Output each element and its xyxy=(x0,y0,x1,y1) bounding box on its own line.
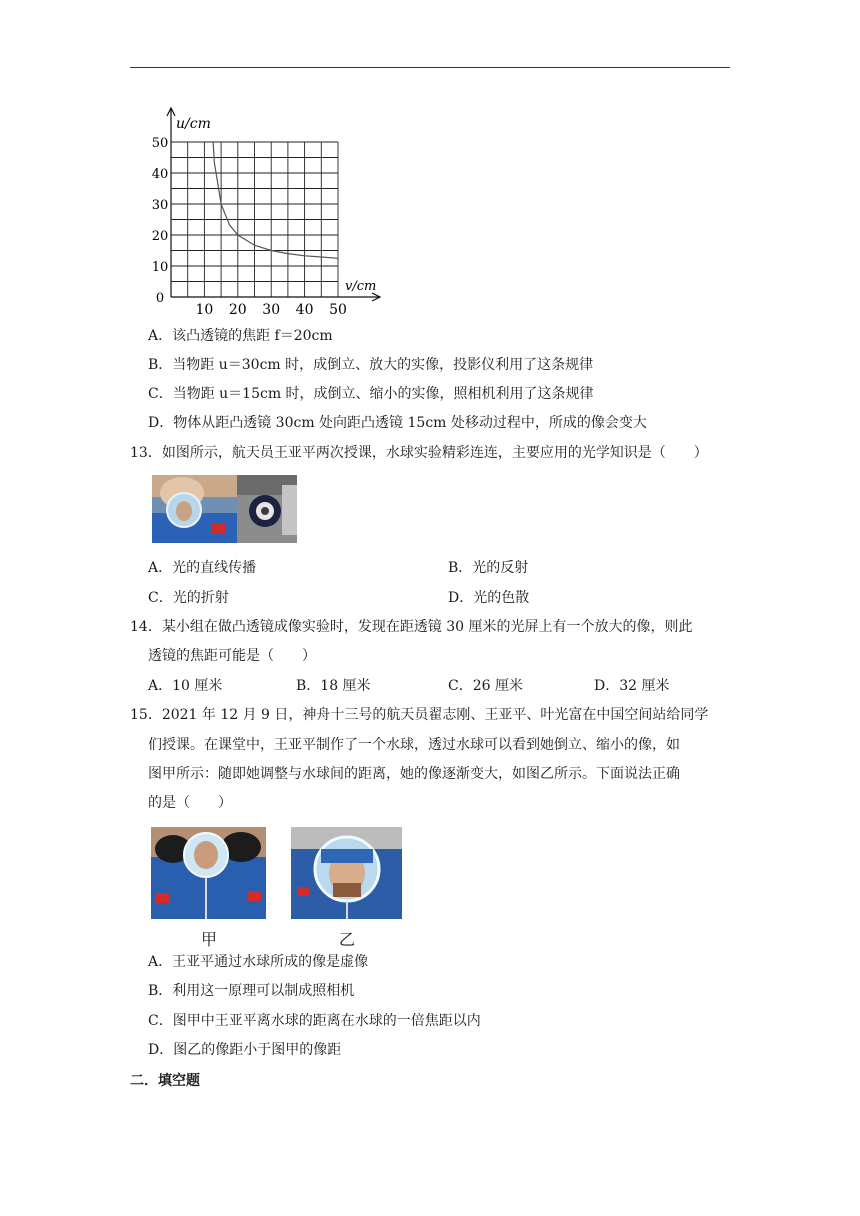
y-tick-label: 30 xyxy=(151,198,169,213)
q14-option-d: D．32 厘米 xyxy=(594,678,670,694)
y-tick-label: 10 xyxy=(151,260,169,275)
y-tick-label: 40 xyxy=(151,167,169,182)
q12-option-d: D．物体从距凸透镜 30cm 处向距凸透镜 15cm 处移动过程中，所成的像会变大 xyxy=(148,415,647,431)
q15-option-b: B．利用这一原理可以制成照相机 xyxy=(148,983,355,999)
uv-curve xyxy=(213,142,338,258)
x-tick-label: 20 xyxy=(228,302,247,318)
header-rule xyxy=(130,67,730,68)
x-axis xyxy=(171,293,380,301)
y-tick-label: 50 xyxy=(151,136,169,151)
y-tick-label: 20 xyxy=(151,229,169,244)
q15-caption-b: 乙 xyxy=(339,930,356,949)
q15-option-d: D．图乙的像距小于图甲的像距 xyxy=(148,1042,342,1058)
x-tick-label: 30 xyxy=(262,302,281,318)
q15-caption-a: 甲 xyxy=(201,930,218,949)
y-axis-label: u/cm xyxy=(176,116,211,132)
q12-option-a: A．该凸透镜的焦距 f＝20cm xyxy=(148,328,333,344)
q12-option-b: B．当物距 u＝30cm 时，成倒立、放大的实像，投影仪利用了这条规律 xyxy=(148,357,594,373)
q15-photo-b xyxy=(291,827,402,919)
q15-stem-line4: 的是（ ） xyxy=(148,795,232,811)
x-tick-label: 40 xyxy=(295,302,314,318)
q15-option-a: A．王亚平通过水球所成的像是虚像 xyxy=(148,954,369,970)
q13-photo-right xyxy=(237,475,297,543)
q14-option-b: B．18 厘米 xyxy=(296,678,371,694)
q14-option-a: A．10 厘米 xyxy=(148,678,223,694)
q15-stem-line1: 15．2021 年 12 月 9 日，神舟十三号的航天员翟志刚、王亚平、叶光富在中国空间站给同学 xyxy=(130,707,709,723)
q13-photo-left xyxy=(152,475,237,543)
q15-stem-line2: 们授课。在课堂中，王亚平制作了一个水球，透过水球可以看到她倒立、缩小的像，如 xyxy=(148,737,680,753)
uv-graph-svg xyxy=(148,100,388,320)
y-tick-label: 0 xyxy=(155,291,165,306)
q14-stem-line1: 14．某小组在做凸透镜成像实验时，发现在距透镜 30 厘米的光屏上有一个放大的像，则此 xyxy=(130,619,693,635)
q12-option-c: C．当物距 u＝15cm 时，成倒立、缩小的实像，照相机利用了这条规律 xyxy=(148,386,594,402)
q13-option-a: A．光的直线传播 xyxy=(148,560,257,576)
x-axis-label: v/cm xyxy=(345,279,377,294)
q13-stem: 13．如图所示，航天员王亚平两次授课，水球实验精彩连连，主要应用的光学知识是（ ） xyxy=(130,445,708,461)
q13-option-b: B．光的反射 xyxy=(448,560,529,576)
q15-photo-a xyxy=(151,827,266,919)
x-tick-label: 50 xyxy=(329,302,347,318)
q14-stem-line2: 透镜的焦距可能是（ ） xyxy=(148,648,316,664)
q13-option-c: C．光的折射 xyxy=(148,590,229,606)
q15-option-c: C．图甲中王亚平离水球的距离在水球的一倍焦距以内 xyxy=(148,1013,481,1029)
q13-option-d: D．光的色散 xyxy=(448,590,530,606)
uv-graph xyxy=(148,100,388,320)
q15-stem-line3: 图甲所示：随即她调整与水球间的距离，她的像逐渐变大，如图乙所示。下面说法正确 xyxy=(148,766,680,782)
section-title: 二．填空题 xyxy=(130,1073,200,1089)
q14-option-c: C．26 厘米 xyxy=(448,678,523,694)
x-tick-label: 10 xyxy=(195,302,214,318)
